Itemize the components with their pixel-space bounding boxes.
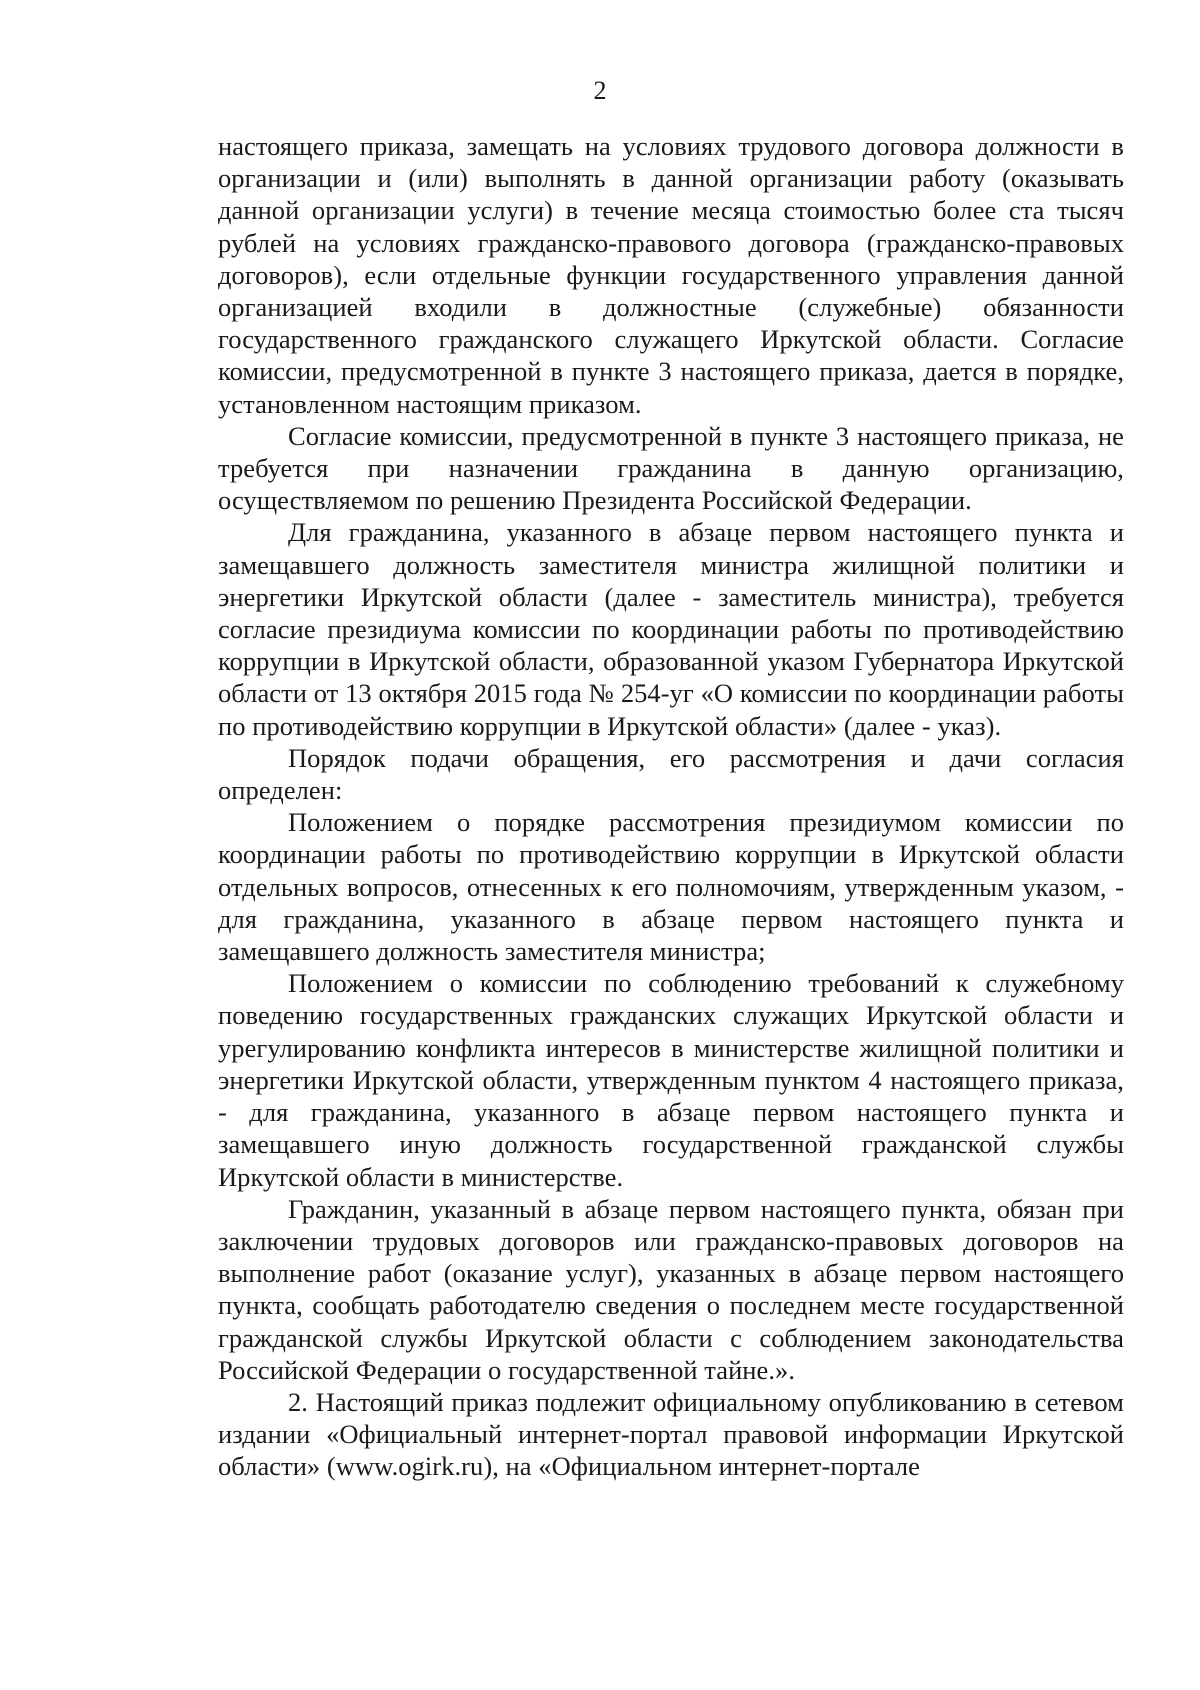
page-number: 2 (593, 76, 607, 105)
paragraph-deputy-minister-consent: Для гражданина, указанного в абзаце первом настоящего пункта и замещавшего должность заместителя министра жилищной политики и энергетики Иркутской области (далее - заместитель министра), требуется согласие президиума комиссии по координации работы по противодействию коррупции в Иркутской области, образованной указом Губернатора Иркутской области от 13 октября 2015 года № 254-уг «О комиссии по координации работы по противодействию коррупции в Иркутской области» (далее - указ). (218, 517, 1124, 741)
paragraph-publication: 2. Настоящий приказ подлежит официальному опубликованию в сетевом издании «Официальный интернет-портал правовой информации Иркутской области» (www.ogirk.ru), на «Официальном интернет-портале (218, 1386, 1124, 1482)
paragraph-consent-not-required: Согласие комиссии, предусмотренной в пункте 3 настоящего приказа, не требуется при назначении гражданина в данную организацию, осуществляемом по решению Президента Российской Федерации. (218, 420, 1124, 516)
paragraph-procedure-intro: Порядок подачи обращения, его рассмотрения и дачи согласия определен: (218, 742, 1124, 806)
paragraph-commission-regulation: Положением о комиссии по соблюдению требований к служебному поведению государственных гражданских служащих Иркутской области и урегулированию конфликта интересов в министерстве жилищной политики и энергетики Иркутской области, утвержденным пунктом 4 настоящего приказа, - для гражданина, указанного в абзаце первом настоящего пункта и замещавшего иную должность государственной гражданской службы Иркутской области в министерстве. (218, 968, 1124, 1192)
paragraph-citizen-obligation: Гражданин, указанный в абзаце первом настоящего пункта, обязан при заключении трудовых договоров или гражданско-правовых договоров на выполнение работ (оказание услуг), указанных в абзаце первом настоящего пункта, сообщать работодателю сведения о последнем месте государственной гражданской службы Иркутской области с соблюдением законодательства Российской Федерации о государственной тайне.». (218, 1193, 1124, 1385)
paragraph-presidium-regulation: Положением о порядке рассмотрения президиумом комиссии по координации работы по противодействию коррупции в Иркутской области отдельных вопросов, отнесенных к его полномочиям, утвержденным указом, - для гражданина, указанного в абзаце первом настоящего пункта и замещавшего должность заместителя министра; (218, 807, 1124, 967)
document-body (218, 130, 1124, 1483)
paragraph-continuation: настоящего приказа, замещать на условиях трудового договора должности в организации и (или) выполнять в данной организации работу (оказывать данной организации услуги) в течение месяца стоимостью более ста тысяч рублей на условиях гражданско-правового договора (гражданско-правовых договоров), если отдельные функции государственного управления данной организацией входили в должностные (служебные) обязанности государственного гражданского служащего Иркутской области. Согласие комиссии, предусмотренной в пункте 3 настоящего приказа, дается в порядке, установленном настоящим приказом. (218, 131, 1124, 419)
